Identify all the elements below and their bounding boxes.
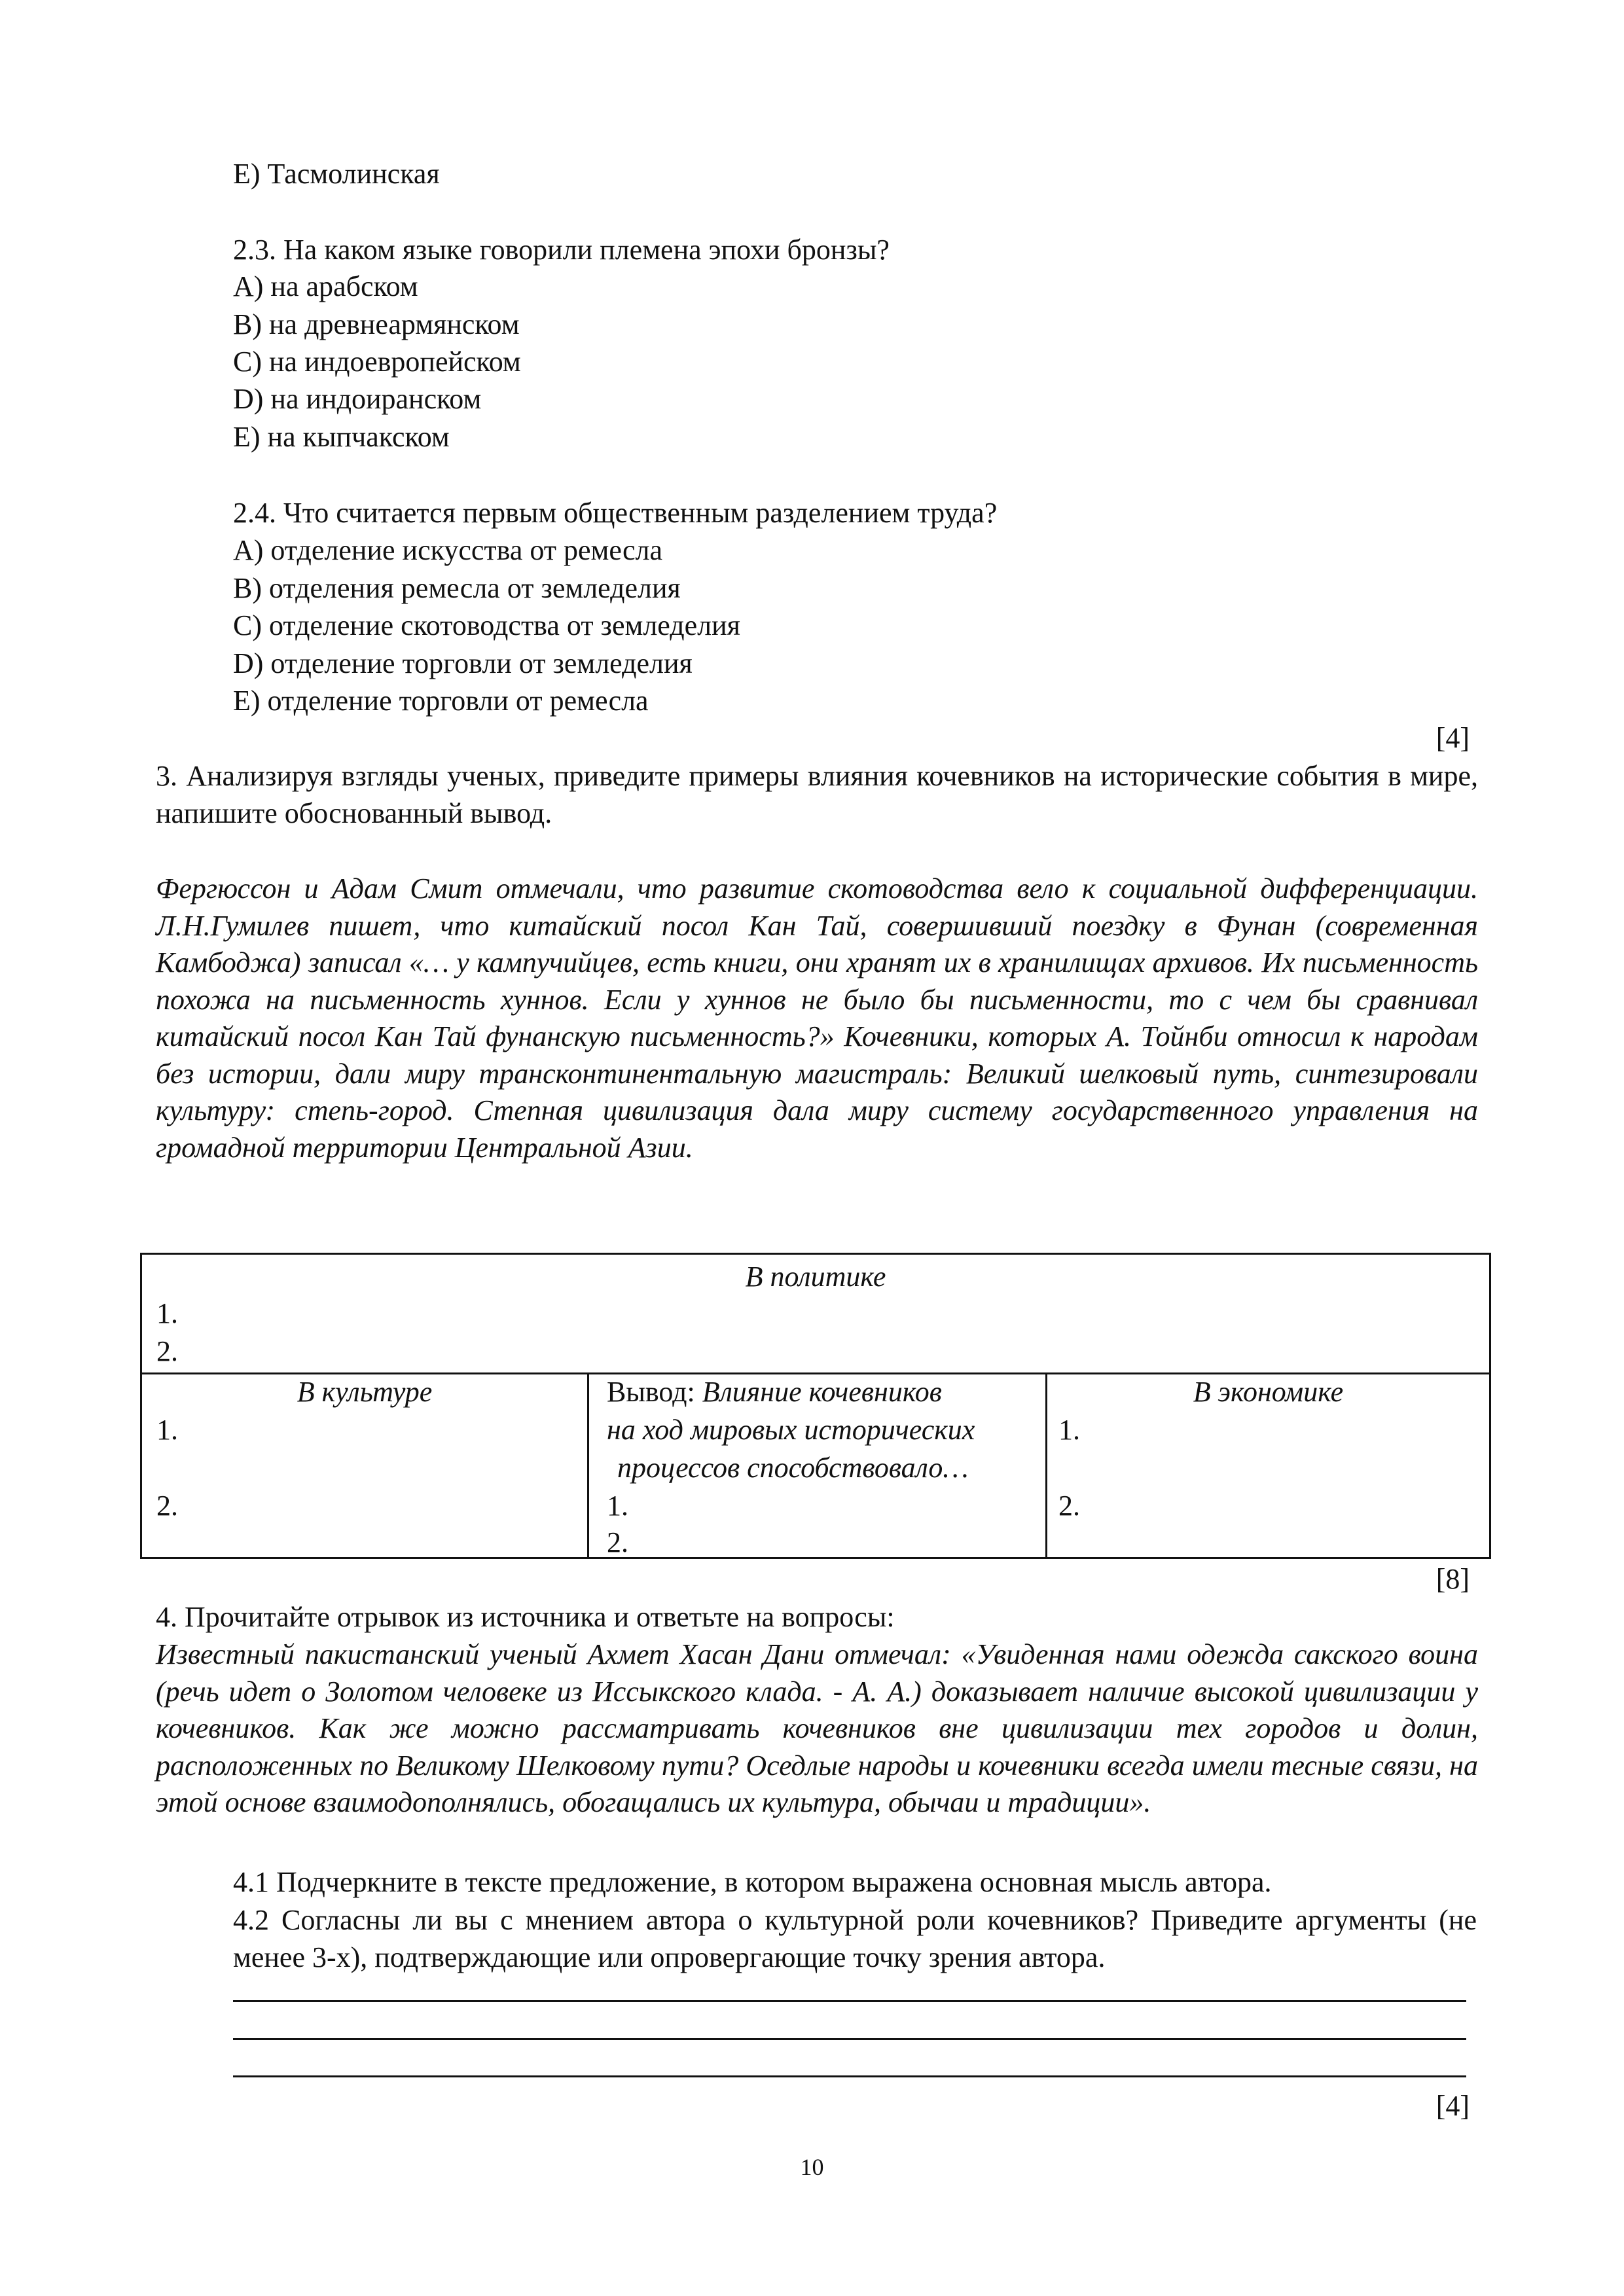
conclusion-line-2: на ход мировых исторических (607, 1414, 975, 1446)
economy-item-1: 1. (1058, 1414, 1080, 1446)
q4-question: 4. Прочитайте отрывок из источника и ответьте на вопросы: (156, 1601, 895, 1633)
culture-item-2: 2. (156, 1490, 178, 1522)
answer-line-2[interactable] (233, 2038, 1466, 2040)
page-number: 10 (800, 2154, 824, 2180)
q2-4-option-c: C) отделение скотоводства от земледелия (233, 609, 740, 641)
economy-header: В экономике (1193, 1376, 1344, 1408)
q2-3-option-d: D) на индоиранском (233, 383, 482, 415)
mark-q3: [8] (1435, 1563, 1470, 1595)
q3-question: 3. Анализируя взгляды ученых, приведите примеры влияния кочевников на исторические события в мире, напишите обоснованный вывод. (156, 760, 1478, 829)
task-4-2: 4.2 Согласны ли вы с мнением автора о культурной роли кочевников? Приведите аргументы (не менее 3-х), подтверждающие или опровергающие точку зрения автора. (233, 1904, 1477, 1973)
q4-passage: Известный пакистанский ученый Ахмет Хасан Дани отмечал: «Увиденная нами одежда сакского воина (речь идет о Золотом человеке из Иссыкского клада. - А. А.) доказывает наличие высокой цивилизации у кочевников. Как же можно рассматривать кочевников вне цивилизации тех городов и долин, расположенных по Великому Шелковому пути? Оседлые народы и кочевники всегда имели тесные связи, на этой основе взаимодополнялись, обогащались их культура, обычаи и традиции». (156, 1638, 1478, 1818)
politics-header: В политике (745, 1261, 886, 1293)
politics-item-2: 2. (156, 1335, 178, 1367)
q2-3-question: 2.3. На каком языке говорили племена эпохи бронзы? (233, 234, 890, 266)
culture-header: В культуре (297, 1376, 433, 1408)
q2-4-question: 2.4. Что считается первым общественным разделением труда? (233, 497, 998, 529)
conclusion-item-2: 2. (607, 1526, 628, 1558)
q3-passage: Фергюссон и Адам Смит отмечали, что развитие скотоводства вело к социальной дифференциации. Л.Н.Гумилев пишет, что китайский посол Кан Тай, совершивший поездку в Фунан (современная Камбоджа) записал «… у кампучийцев, есть книги, они хранят их в хранилищах архивов. Их письменность похожа на письменность хуннов. Если у хуннов не было бы письменности, то с чем бы сравнивал китайский посол Кан Тай фунанскую письменность?» Кочевники, которых А. Тойнби относил к народам без истории, дали миру трансконтинентальную магистраль: Великий шелковый путь, синтезировали культуру: степь-город. Степная цивилизация дала миру систему государственного управления на громадной территории Центральной Азии. (156, 872, 1478, 1164)
culture-item-1: 1. (156, 1414, 178, 1446)
q2-3-option-c: C) на индоевропейском (233, 346, 521, 378)
conclusion-prefix: Вывод: (607, 1376, 702, 1408)
q2-2-option-e: E) Тасмолинская (233, 158, 440, 190)
q2-4-option-d: D) отделение торговли от земледелия (233, 647, 693, 679)
answer-line-1[interactable] (233, 2000, 1466, 2002)
mark-q4: [4] (1435, 2090, 1470, 2122)
conclusion-text-1: Влияние кочевников (702, 1376, 942, 1408)
politics-item-1: 1. (156, 1297, 178, 1329)
q2-4-option-e: E) отделение торговли от ремесла (233, 685, 649, 717)
q2-4-option-a: A) отделение искусства от ремесла (233, 534, 663, 566)
table-divider-vertical-1 (587, 1372, 589, 1557)
q2-3-option-a: A) на арабском (233, 270, 418, 302)
answer-line-3[interactable] (233, 2075, 1466, 2077)
conclusion-line-1 (607, 1374, 942, 1410)
mark-q2: [4] (1435, 722, 1470, 754)
conclusion-item-1: 1. (607, 1490, 628, 1522)
conclusion-line-3: процессов способствовало… (617, 1452, 969, 1484)
q3-answer-table (140, 1253, 1491, 1559)
task-4-1: 4.1 Подчеркните в тексте предложение, в котором выражена основная мысль автора. (233, 1866, 1272, 1898)
q2-3-option-b: B) на древнеармянском (233, 308, 520, 340)
q2-4-option-b: B) отделения ремесла от земледелия (233, 572, 681, 604)
economy-item-2: 2. (1058, 1490, 1080, 1522)
q2-3-option-e: E) на кыпчакском (233, 421, 450, 453)
